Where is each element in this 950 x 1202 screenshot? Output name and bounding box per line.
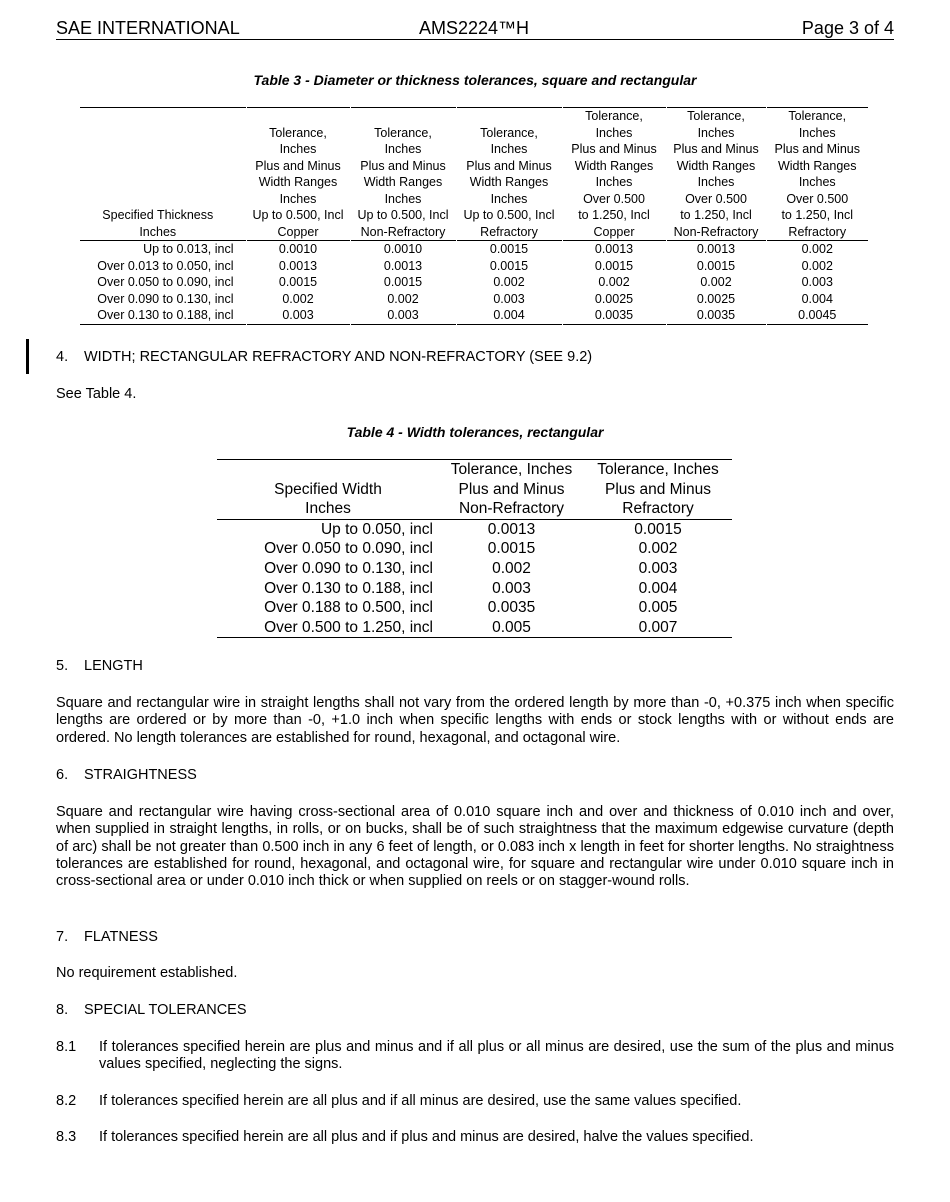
header-line: Copper	[277, 224, 319, 239]
header-organization: SAE INTERNATIONAL	[56, 18, 240, 38]
header-line: Inches	[279, 142, 317, 156]
item-text: If tolerances specified herein are plus and minus and if all plus or all minus are desired, use the sum of the plus and minus values specified, neglecting the signs.	[99, 1039, 894, 1073]
header-line: Over 0.500	[685, 191, 747, 206]
header-line: Inches	[279, 191, 317, 206]
header-line: to 1.250, Incl	[578, 208, 650, 222]
header-line: Plus and Minus	[774, 142, 860, 156]
section-title: STRAIGHTNESS	[84, 767, 197, 783]
table-cell: 0.002	[766, 258, 868, 275]
header-line: Up to 0.500, Incl	[252, 208, 344, 222]
section-6-heading	[56, 767, 197, 783]
header-line: Inches	[384, 142, 422, 156]
table-row	[217, 579, 732, 599]
header-line: Tolerance,	[687, 109, 745, 123]
page-header	[56, 18, 894, 40]
table-cell: 0.003	[766, 274, 868, 291]
section-8-heading	[56, 1002, 247, 1018]
table4-header-row	[217, 460, 732, 520]
header-line: Up to 0.500, Incl	[463, 208, 555, 222]
header-line: Non-Refractory	[673, 224, 759, 239]
table-cell: 0.0015	[562, 258, 666, 275]
table3-header-cell	[562, 108, 666, 241]
section-5-heading	[56, 658, 143, 674]
header-line: Inches	[697, 175, 735, 189]
table4-header-cell	[584, 460, 732, 520]
header-line: Plus and Minus	[605, 480, 711, 498]
table-cell: 0.004	[638, 579, 678, 597]
section-4-text: See Table 4.	[56, 386, 137, 402]
header-line: Tolerance,	[480, 125, 538, 140]
table4-header-cell	[217, 460, 439, 520]
header-line: Plus and Minus	[360, 158, 446, 173]
header-line: Specified Width	[274, 480, 382, 498]
header-line: Inches	[798, 125, 836, 140]
table-row	[217, 539, 732, 559]
table-cell: Up to 0.050, incl	[320, 520, 433, 538]
table-cell: 0.0010	[350, 241, 456, 258]
table-row	[217, 618, 732, 638]
table-cell: 0.002	[766, 241, 868, 258]
header-line: Plus and Minus	[673, 142, 759, 156]
table-cell: 0.0013	[562, 241, 666, 258]
header-line: Tolerance,	[585, 109, 643, 123]
section-number: 6.	[56, 767, 69, 783]
header-line: Plus and Minus	[255, 158, 341, 173]
table-cell: Over 0.013 to 0.050, incl	[97, 258, 234, 273]
table3-header-cell	[766, 108, 868, 241]
section-number: 8.	[56, 1002, 69, 1018]
table-cell: 0.0025	[666, 291, 766, 308]
header-line: Inches	[490, 142, 528, 156]
header-line: Width Ranges	[469, 175, 549, 189]
item-number: 8.3	[56, 1129, 77, 1145]
table-cell: 0.002	[246, 291, 350, 308]
section-title: LENGTH	[84, 658, 143, 674]
table-cell: 0.0045	[766, 307, 868, 324]
table-cell: 0.003	[350, 307, 456, 324]
table-cell: 0.004	[766, 291, 868, 308]
table3-header-cell	[246, 108, 350, 241]
header-line: Inches	[384, 191, 422, 206]
section-title: SPECIAL TOLERANCES	[84, 1002, 247, 1018]
section-7-heading	[56, 929, 158, 945]
item-text: If tolerances specified herein are all plus and if plus and minus are desired, halve the values specified.	[99, 1129, 754, 1145]
table-cell: 0.002	[638, 540, 678, 558]
header-line: Width Ranges	[258, 175, 338, 189]
table-cell: 0.0010	[246, 241, 350, 258]
table3-header-row	[80, 108, 868, 241]
header-line: Width Ranges	[574, 158, 654, 173]
table-cell: 0.003	[638, 559, 678, 577]
table-cell: 0.0035	[666, 307, 766, 324]
table-cell: Over 0.130 to 0.188, incl	[97, 308, 234, 322]
table-cell: 0.005	[492, 618, 531, 636]
header-document-number: AMS2224™H	[419, 18, 530, 38]
table-cell: 0.0015	[456, 258, 562, 275]
table-cell: 0.003	[246, 307, 350, 324]
header-line: Tolerance,	[374, 125, 432, 140]
table-cell: 0.0015	[666, 258, 766, 275]
section-title: FLATNESS	[84, 929, 158, 945]
header-line: Width Ranges	[363, 175, 443, 189]
section-number: 4.	[56, 349, 69, 365]
header-page-number: Page 3 of 4	[801, 18, 894, 38]
section-number: 5.	[56, 658, 69, 674]
table-row	[217, 559, 732, 579]
header-line: Inches	[595, 175, 633, 189]
table-cell: 0.004	[456, 307, 562, 324]
header-line: Copper	[593, 224, 635, 239]
table-cell: 0.0035	[487, 599, 536, 617]
table-cell: Over 0.130 to 0.188, incl	[264, 579, 433, 597]
header-line: Tolerance, Inches	[450, 461, 573, 478]
table-cell: Over 0.090 to 0.130, incl	[264, 559, 433, 577]
table-cell: Over 0.500 to 1.250, incl	[264, 618, 433, 636]
header-line: Plus and Minus	[466, 158, 552, 173]
table-cell: Up to 0.013, incl	[143, 242, 234, 256]
table-row	[80, 291, 868, 308]
table-cell: 0.0015	[456, 241, 562, 258]
header-line: Non-Refractory	[458, 500, 565, 518]
table-cell: 0.0025	[562, 291, 666, 308]
table-row	[217, 519, 732, 539]
header-line: Inches	[139, 224, 177, 239]
table-cell: 0.002	[456, 274, 562, 291]
table4-header-cell	[439, 460, 584, 520]
section-4-heading	[56, 349, 592, 365]
header-line: Non-Refractory	[360, 224, 446, 239]
table-cell: Over 0.090 to 0.130, incl	[97, 291, 234, 306]
header-line: Plus and Minus	[458, 480, 565, 498]
table-cell: 0.007	[638, 618, 678, 636]
header-line: Width Ranges	[777, 158, 857, 173]
table-row	[80, 241, 868, 258]
table-cell: 0.002	[666, 274, 766, 291]
header-line: Refractory	[788, 224, 847, 239]
table-cell: 0.0015	[634, 520, 682, 538]
table-cell: 0.002	[492, 559, 531, 577]
table-cell: 0.002	[350, 291, 456, 308]
table3-header-cell	[456, 108, 562, 241]
item-number: 8.1	[56, 1039, 77, 1055]
table-cell: 0.003	[492, 579, 531, 597]
header-line: Tolerance, Inches	[597, 461, 719, 478]
revision-bar	[26, 339, 29, 374]
table-cell: 0.0013	[246, 258, 350, 275]
table-cell: 0.0013	[350, 258, 456, 275]
header-line: to 1.250, Incl	[781, 208, 854, 222]
section-title: WIDTH; RECTANGULAR REFRACTORY AND NON-REFRACTORY (SEE 9.2)	[84, 349, 593, 365]
table3-header-cell	[350, 108, 456, 241]
header-line: Refractory	[480, 224, 538, 239]
table-cell: Over 0.050 to 0.090, incl	[264, 540, 433, 558]
table-row	[80, 307, 868, 324]
table-cell: 0.002	[562, 274, 666, 291]
table-cell: 0.0015	[487, 540, 536, 558]
table-row	[80, 258, 868, 275]
section-7-text: No requirement established.	[56, 965, 238, 981]
table-cell: Over 0.050 to 0.090, incl	[97, 275, 234, 289]
section-number: 7.	[56, 929, 69, 945]
header-line: Specified Thickness	[102, 208, 214, 222]
header-line: Inches	[595, 125, 633, 140]
header-line: Up to 0.500, Incl	[357, 208, 449, 222]
table-cell: 0.0013	[666, 241, 766, 258]
header-line: Refractory	[622, 500, 694, 518]
table-cell: 0.0015	[246, 274, 350, 291]
item-number: 8.2	[56, 1093, 77, 1109]
header-line: Tolerance,	[269, 125, 327, 140]
header-line: Tolerance,	[788, 109, 847, 123]
table3-header-cell	[666, 108, 766, 241]
table3-header-cell	[80, 108, 246, 241]
table3-title: Table 3 - Diameter or thickness tolerances, square and rectangular	[253, 72, 697, 88]
table4-title: Table 4 - Width tolerances, rectangular	[346, 424, 604, 440]
section-6-text: Square and rectangular wire having cross-sectional area of 0.010 square inch and over and thickness of 0.010 inch and over, when supplied in straight lengths, in rolls, or on bucks, shall be of such straightness that the maximum edgewise curvature (depth of arc) shall be not greater than 0.500 inch in any 6 feet of length, or 0.083 inch x length in feet for shorter lengths. No straightness tolerances are established for round, hexagonal, and octagonal wire, for square and rectangular wire under 0.010 square inch in cross-sectional area or under 0.010 inch thick or when supplied on reels or on stagger-wound rolls.	[56, 804, 894, 890]
header-line: Width Ranges	[676, 158, 756, 173]
header-line: Inches	[490, 191, 528, 206]
header-line: Inches	[798, 175, 836, 189]
header-line: to 1.250, Incl	[680, 208, 752, 222]
table-cell: 0.0015	[350, 274, 456, 291]
table-cell: 0.0035	[562, 307, 666, 324]
header-line: Plus and Minus	[571, 142, 657, 156]
table3	[80, 107, 868, 325]
header-line: Inches	[305, 500, 351, 518]
table4	[217, 459, 732, 638]
table-cell: 0.003	[456, 291, 562, 308]
table-cell: 0.0013	[487, 520, 536, 538]
table-cell: 0.005	[638, 599, 678, 617]
header-line: Inches	[697, 125, 735, 140]
section-5-text: Square and rectangular wire in straight lengths shall not vary from the ordered length by more than -0, +0.375 inch when specific lengths are ordered or by more than -0, +1.0 inch when specific lengths with ends or stock lengths with or without ends are ordered. No length tolerances are established for round, hexagonal, and octagonal wire.	[56, 695, 894, 746]
item-text: If tolerances specified herein are all plus and if all minus are desired, use the same values specified.	[99, 1093, 742, 1109]
header-line: Over 0.500	[786, 191, 849, 206]
table-row	[217, 598, 732, 618]
header-line: Over 0.500	[583, 191, 645, 206]
table-row	[80, 274, 868, 291]
table-cell: Over 0.188 to 0.500, incl	[264, 599, 433, 617]
